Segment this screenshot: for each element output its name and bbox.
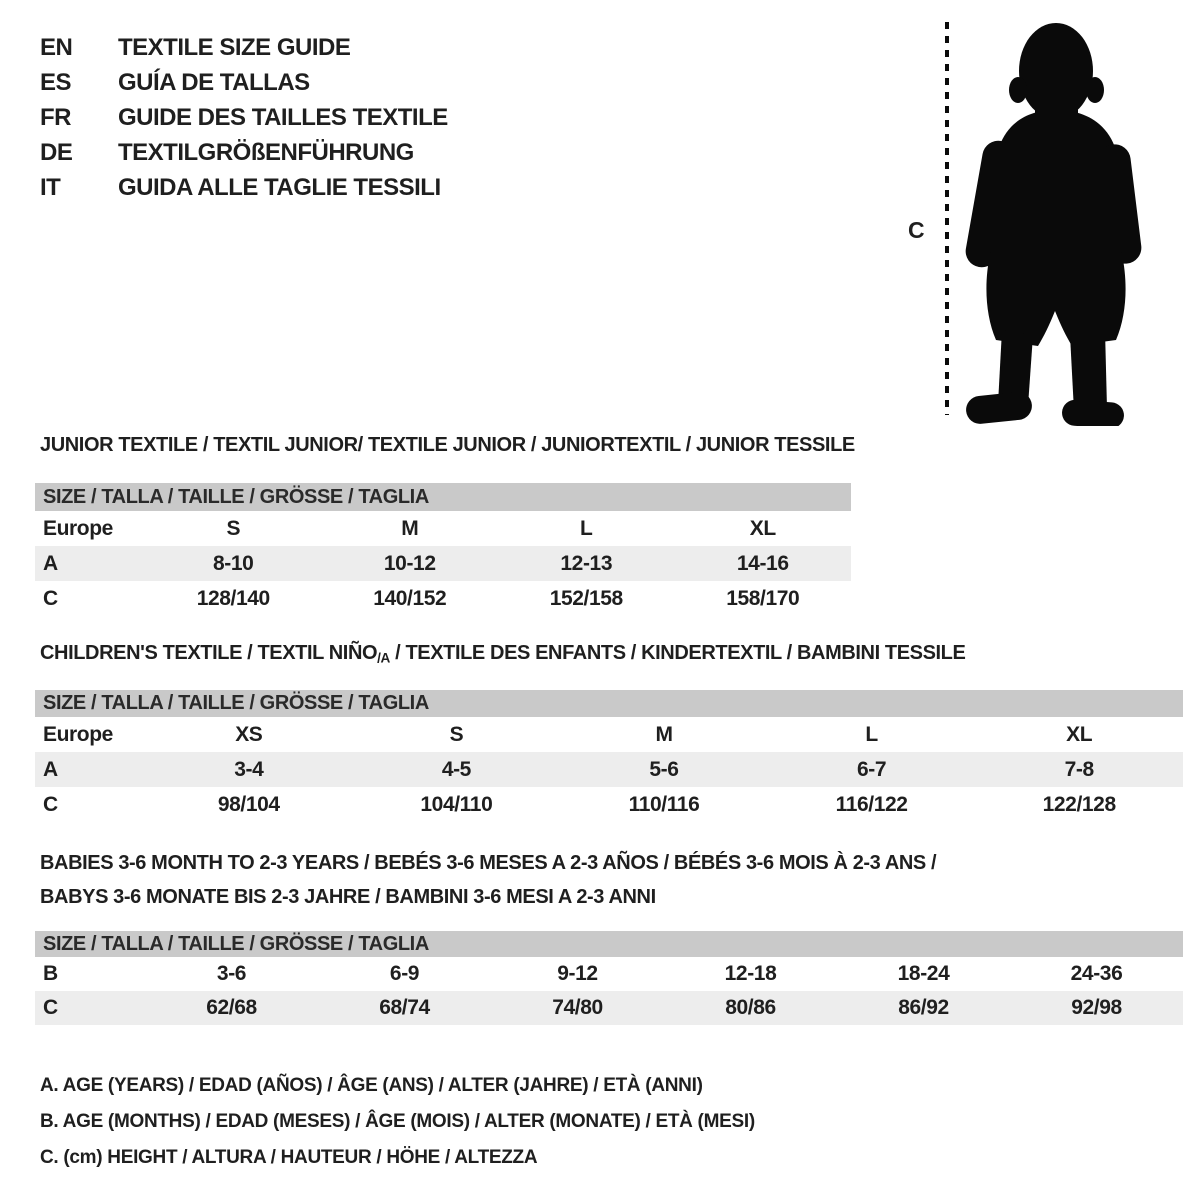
size-cell: L <box>865 722 878 746</box>
age-cell: 4-5 <box>441 757 471 781</box>
row-label-cell: B <box>43 962 58 985</box>
height-cell: 74/80 <box>552 996 603 1019</box>
row-label-cell: A <box>43 757 58 781</box>
size-cell: XS <box>235 722 263 746</box>
language-row-es <box>40 65 448 100</box>
size-cell: XL <box>749 516 776 540</box>
size-cell: XL <box>1066 722 1093 746</box>
age-cell: 12-18 <box>724 962 777 985</box>
children-title-subscript: /A <box>377 650 390 666</box>
age-cell: 24-36 <box>1070 962 1123 985</box>
row-label-cell: C <box>43 586 58 610</box>
language-label: GUIDE DES TAILLES TEXTILE <box>118 104 448 131</box>
junior-size-table <box>35 511 851 616</box>
children-size-table <box>35 717 1183 822</box>
age-cell: 9-12 <box>557 962 598 985</box>
table-row-europe <box>35 511 851 546</box>
age-cell: 5-6 <box>649 757 679 781</box>
silhouette-ear-right <box>1086 77 1104 103</box>
language-code: IT <box>40 174 61 201</box>
section-title-children <box>40 642 965 665</box>
height-cell: 122/128 <box>1042 792 1116 816</box>
height-cell: 98/104 <box>217 792 280 816</box>
size-cell: S <box>449 722 464 746</box>
age-cell: 6-7 <box>857 757 887 781</box>
age-cell: 14-16 <box>736 551 789 575</box>
language-row-en <box>40 30 448 65</box>
age-cell: 7-8 <box>1064 757 1094 781</box>
height-cell: 92/98 <box>1071 996 1122 1019</box>
table-row-height-cm <box>35 581 851 616</box>
language-row-fr <box>40 100 448 135</box>
children-title-suffix: / TEXTILE DES ENFANTS / KINDERTEXTIL / BAMBINI TESSILE <box>389 642 966 664</box>
language-row-it <box>40 170 448 205</box>
language-list <box>40 30 448 205</box>
row-label-cell: C <box>43 996 58 1019</box>
legend-line-b: B. AGE (MONTHS) / EDAD (MESES) / ÂGE (MOIS) / ALTER (MONATE) / ETÀ (MESI) <box>40 1111 755 1132</box>
height-cell: 116/122 <box>835 792 908 816</box>
table-row-height-cm <box>35 787 1183 822</box>
age-cell: 12-13 <box>560 551 613 575</box>
size-header-junior: SIZE / TALLA / TAILLE / GRÖSSE / TAGLIA <box>35 483 851 511</box>
age-cell: 6-9 <box>389 962 420 985</box>
language-label: GUÍA DE TALLAS <box>118 69 310 96</box>
size-cell: M <box>401 516 419 540</box>
language-code: FR <box>40 104 71 131</box>
legend <box>40 1068 755 1176</box>
table-row-age-years <box>35 546 851 581</box>
height-measure-dashed-line <box>945 22 949 415</box>
measure-label-c: C <box>908 217 925 243</box>
age-cell: 3-4 <box>234 757 264 781</box>
row-label-cell: Europe <box>43 516 113 540</box>
height-cell: 158/170 <box>726 586 800 610</box>
height-cell: 140/152 <box>373 586 447 610</box>
language-code: ES <box>40 69 72 96</box>
size-header-babies: SIZE / TALLA / TAILLE / GRÖSSE / TAGLIA <box>35 931 1183 957</box>
language-label: GUIDA ALLE TAGLIE TESSILI <box>118 174 441 201</box>
section-title-babies-line2: BABYS 3-6 MONATE BIS 2-3 JAHRE / BAMBINI 3-6 MESI A 2-3 ANNI <box>40 886 656 908</box>
height-cell: 128/140 <box>196 586 270 610</box>
height-cell: 152/158 <box>549 586 623 610</box>
height-cell: 86/92 <box>898 996 949 1019</box>
table-row-age-years <box>35 752 1183 787</box>
row-label-cell: A <box>43 551 58 575</box>
age-cell: 10-12 <box>383 551 436 575</box>
language-code: DE <box>40 139 73 166</box>
children-title-prefix: CHILDREN'S TEXTILE / TEXTIL NIÑO <box>40 642 378 664</box>
table-row-height-cm <box>35 991 1183 1025</box>
height-cell: 104/110 <box>420 792 493 816</box>
height-cell: 62/68 <box>206 996 257 1019</box>
section-title-junior: JUNIOR TEXTILE / TEXTIL JUNIOR/ TEXTILE JUNIOR / JUNIORTEXTIL / JUNIOR TESSILE <box>40 434 855 456</box>
age-cell: 8-10 <box>213 551 254 575</box>
row-label-cell: C <box>43 792 58 816</box>
babies-size-table <box>35 957 1183 1025</box>
table-row-age-months <box>35 957 1183 991</box>
height-cell: 80/86 <box>725 996 776 1019</box>
toddler-silhouette-image <box>958 14 1154 426</box>
age-cell: 3-6 <box>216 962 247 985</box>
language-row-de <box>40 135 448 170</box>
height-cell: 68/74 <box>379 996 430 1019</box>
size-header-children: SIZE / TALLA / TAILLE / GRÖSSE / TAGLIA <box>35 690 1183 717</box>
silhouette-foot-left <box>965 391 1034 426</box>
silhouette-foot-right <box>1061 399 1125 426</box>
language-label: TEXTILE SIZE GUIDE <box>118 34 351 61</box>
section-title-babies-line1: BABIES 3-6 MONTH TO 2-3 YEARS / BEBÉS 3-6 MESES A 2-3 AÑOS / BÉBÉS 3-6 MOIS À 2-3 ANS / <box>40 852 937 874</box>
silhouette-ear-left <box>1009 77 1027 103</box>
size-cell: L <box>580 516 593 540</box>
table-row-europe <box>35 717 1183 752</box>
row-label-cell: Europe <box>43 722 113 746</box>
legend-line-a: A. AGE (YEARS) / EDAD (AÑOS) / ÂGE (ANS) / ALTER (JAHRE) / ETÀ (ANNI) <box>40 1075 703 1096</box>
silhouette-leg-right <box>1070 330 1107 411</box>
legend-line-c: C. (cm) HEIGHT / ALTURA / HAUTEUR / HÖHE / ALTEZZA <box>40 1147 538 1168</box>
language-label: TEXTILGRÖßENFÜHRUNG <box>118 139 414 166</box>
size-cell: S <box>226 516 241 540</box>
height-cell: 110/116 <box>628 792 700 816</box>
size-cell: M <box>655 722 673 746</box>
age-cell: 18-24 <box>897 962 950 985</box>
language-code: EN <box>40 34 73 61</box>
